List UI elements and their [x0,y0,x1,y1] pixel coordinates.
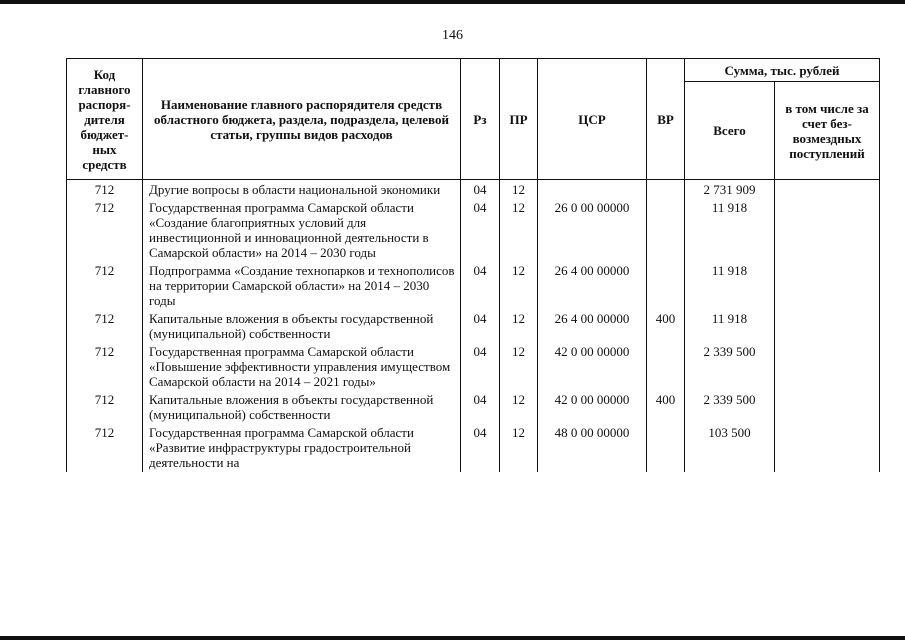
header-rz: Рз [461,59,500,180]
cell-name: Капитальные вложения в объекты государственной (муниципальной) собственности [143,310,461,343]
cell-name: Государственная программа Самарской области «Повышение эффективности управления имуществом Самарской области на 2014 – 2021 годы» [143,343,461,391]
header-csr: ЦСР [538,59,647,180]
cell-total: 11 918 [685,310,775,343]
cell-code: 712 [67,310,143,343]
cell-bezv [775,262,880,310]
cell-vr: 400 [647,310,685,343]
cell-pr: 12 [500,199,538,262]
cell-bezv [775,424,880,472]
cell-code: 712 [67,343,143,391]
table-body [67,180,880,473]
table-row [67,310,880,343]
cell-total: 11 918 [685,199,775,262]
top-rule [0,0,905,4]
cell-csr: 26 4 00 00000 [538,310,647,343]
cell-csr: 42 0 00 00000 [538,391,647,424]
table-row [67,199,880,262]
cell-name: Подпрограмма «Создание технопарков и технополисов на территории Самарской области» на 2014 – 2030 годы [143,262,461,310]
table-row [67,262,880,310]
cell-bezv [775,391,880,424]
cell-rz: 04 [461,343,500,391]
cell-name: Другие вопросы в области национальной экономики [143,180,461,200]
cell-total: 11 918 [685,262,775,310]
budget-table [66,58,880,472]
header-bezv: в том числе за счет без-возмездных поступлений [775,82,880,180]
cell-rz: 04 [461,391,500,424]
header-pr: ПР [500,59,538,180]
cell-pr: 12 [500,391,538,424]
cell-vr [647,424,685,472]
cell-pr: 12 [500,180,538,200]
table-row [67,180,880,200]
cell-code: 712 [67,199,143,262]
cell-csr: 42 0 00 00000 [538,343,647,391]
header-name: Наименование главного распорядителя средств областного бюджета, раздела, подраздела, целевой статьи, группы видов расходов [143,59,461,180]
cell-name: Государственная программа Самарской области «Развитие инфраструктуры градостроительной деятельности на [143,424,461,472]
cell-rz: 04 [461,199,500,262]
cell-pr: 12 [500,262,538,310]
cell-vr [647,262,685,310]
cell-name: Капитальные вложения в объекты государственной (муниципальной) собственности [143,391,461,424]
header-vr: ВР [647,59,685,180]
cell-code: 712 [67,262,143,310]
cell-total: 2 339 500 [685,343,775,391]
cell-total: 2 731 909 [685,180,775,200]
cell-bezv [775,343,880,391]
header-row [67,59,880,82]
cell-csr: 26 4 00 00000 [538,262,647,310]
cell-code: 712 [67,424,143,472]
header-total: Всего [685,82,775,180]
cell-code: 712 [67,391,143,424]
cell-code: 712 [67,180,143,200]
cell-vr: 400 [647,391,685,424]
cell-vr [647,199,685,262]
table-row [67,424,880,472]
table-row [67,343,880,391]
cell-csr [538,180,647,200]
cell-bezv [775,310,880,343]
cell-bezv [775,199,880,262]
cell-rz: 04 [461,262,500,310]
header-code: Код главного распоря-дителя бюджет-ных средств [67,59,143,180]
cell-total: 103 500 [685,424,775,472]
cell-vr [647,343,685,391]
cell-csr: 48 0 00 00000 [538,424,647,472]
cell-pr: 12 [500,310,538,343]
cell-rz: 04 [461,180,500,200]
cell-total: 2 339 500 [685,391,775,424]
bottom-rule [0,636,905,640]
cell-csr: 26 0 00 00000 [538,199,647,262]
table-row [67,391,880,424]
cell-name: Государственная программа Самарской области «Создание благоприятных условий для инвестиционной и инновационной деятельности в Самарской области» на 2014 – 2030 годы [143,199,461,262]
cell-vr [647,180,685,200]
cell-pr: 12 [500,343,538,391]
cell-rz: 04 [461,310,500,343]
page-number: 146 [442,28,463,43]
header-sum: Сумма, тыс. рублей [685,59,880,82]
cell-rz: 04 [461,424,500,472]
cell-bezv [775,180,880,200]
cell-pr: 12 [500,424,538,472]
